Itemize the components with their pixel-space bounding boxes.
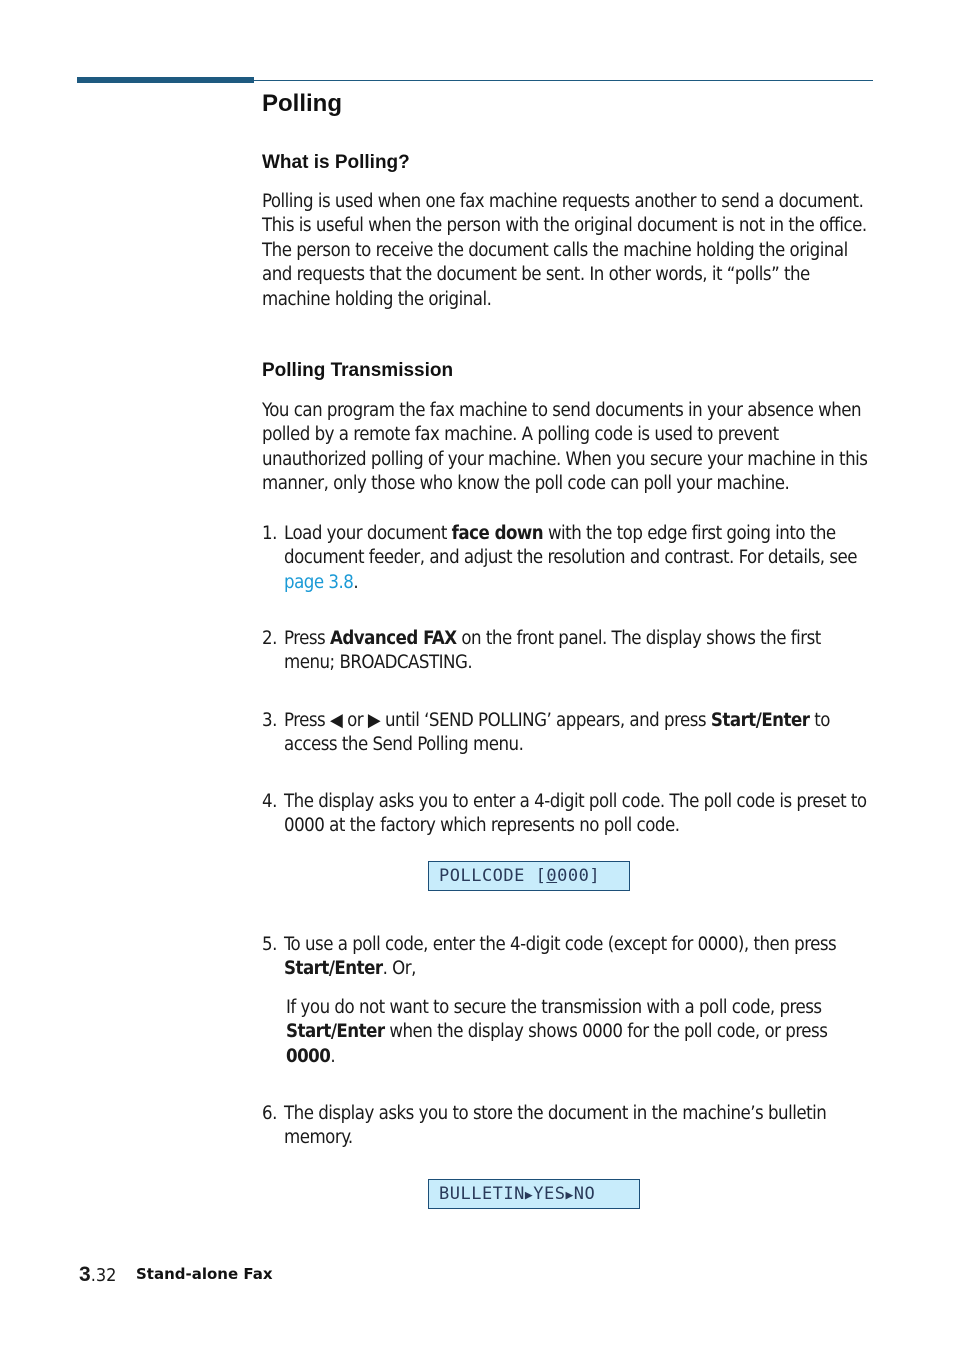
header-rule-thin	[254, 80, 873, 81]
step-number: 6.	[262, 1103, 277, 1124]
step-text: Load your document face down with the top edge first going into the document feeder, and adjust the resolution and contrast. For details, see page 3.8.	[284, 523, 858, 593]
step-number: 4.	[262, 791, 277, 812]
what-is-polling-heading: What is Polling?	[262, 152, 410, 173]
step-number: 5.	[262, 934, 277, 955]
step-number: 3.	[262, 710, 277, 731]
polling-transmission-heading: Polling Transmission	[262, 360, 454, 381]
chapter-title: Stand-alone Fax	[136, 1265, 273, 1283]
lcd-display-pollcode: POLLCODE [0000]	[428, 861, 630, 891]
step-text: Press ◀ or ▶ until ‘SEND POLLING’ appears, and press Start/Enter to access the Send Polling menu.	[284, 710, 830, 756]
step-6	[262, 1102, 870, 1151]
header-rule-thick	[77, 77, 254, 83]
what-is-polling-text: Polling is used when one fax machine requests another to send a document. This is useful when the person with the original document is not in the office. The person to receive the document calls the machine holding the original and requests that the document be sent. In other words, it “polls” the machine holding the original.	[262, 191, 867, 310]
step-3	[262, 709, 870, 758]
page-number: 3.32	[79, 1263, 117, 1286]
section-title: Polling	[262, 90, 342, 117]
step-5-alternative: If you do not want to secure the transmission with a poll code, press Start/Enter when the display shows 0000 for the poll code, or press 0000.	[286, 997, 828, 1067]
step-number: 1.	[262, 523, 277, 544]
arrow-right-icon: ▶	[524, 1188, 534, 1203]
step-text: The display asks you to store the document in the machine’s bulletin memory.	[284, 1103, 827, 1149]
step-4	[262, 790, 870, 839]
step-text: To use a poll code, enter the 4-digit code (except for 0000), then press Start/Enter. Or,	[284, 934, 837, 980]
arrow-right-icon: ▶	[565, 1188, 574, 1203]
lcd-cursor: 0	[546, 866, 558, 886]
lcd-display-bulletin: BULLETIN▶YES▶NO	[428, 1179, 640, 1209]
step-1	[262, 522, 870, 595]
step-text: The display asks you to enter a 4-digit poll code. The poll code is preset to 0000 at the factory which represents no poll code.	[284, 791, 867, 837]
step-5	[262, 933, 870, 982]
polling-transmission-text: You can program the fax machine to send documents in your absence when polled by a remote fax machine. A polling code is used to prevent unauthorized polling of your machine. When you secure your machine in this manner, only those who know the poll code can poll your machine.	[262, 400, 868, 495]
step-number: 2.	[262, 628, 277, 649]
page-link[interactable]: page 3.8	[284, 571, 354, 593]
step-2	[262, 627, 870, 676]
step-text: Press Advanced FAX on the front panel. The display shows the first menu; BROADCASTING.	[284, 628, 821, 674]
